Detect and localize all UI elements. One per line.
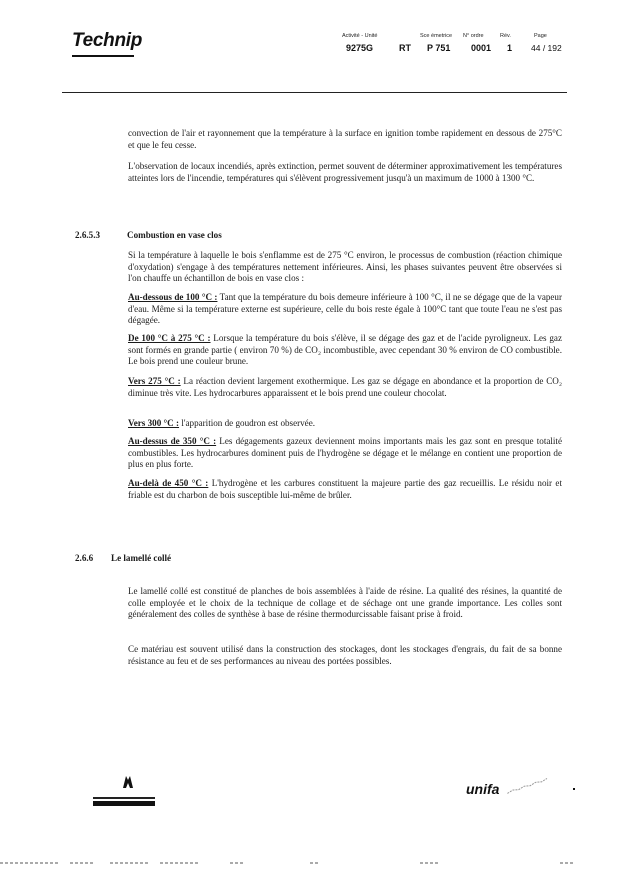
technip-logo: Technip [72, 30, 143, 51]
section-intro: Si la température à laquelle le bois s'enflamme est de 275 °C environ, le processus de combustion (réaction chimique d'oxydation) s'engage à des températures nettement inférieures. Ainsi, les phases suivantes peuvent être observées si l'on chauffe un échantillon de bois en vase clos : [128, 250, 562, 284]
label-sce: Sce émetrice [420, 33, 453, 39]
ministry-emblem-icon [120, 774, 136, 790]
section-title: Le lamellé collé [111, 553, 172, 563]
ministry-band-thin [93, 797, 155, 799]
phase-text: L'hydrogène et les carbures constituent la majeure partie des gaz recueillis. Le résidu noir et friable est du charbon de bois susceptible lui-même de brûler. [128, 478, 562, 500]
phase-paragraph [128, 376, 562, 399]
label-page: Page [534, 33, 547, 39]
phase-text: La réaction devient largement exothermique. Les gaz se dégage en abondance et la proportion de CO₂ diminue très vite. Les hydrocarbures apparaissent et le bois prend une couleur chocolat. [128, 376, 562, 398]
ministry-band-thick [93, 801, 155, 806]
phase-paragraph [128, 436, 562, 471]
intro-paragraph-2: L'observation de locaux incendiés, après extinction, permet souvent de déterminer approximativement les températures atteintes lors de l'incendie, températures qui s'élèvent progressivement jusqu'à un maximum de 1000 à 1300 °C. [128, 161, 562, 183]
phase-label: De 100 °C à 275 °C : [128, 333, 211, 343]
phase-label: Vers 275 °C : [128, 376, 181, 386]
phase-paragraph [128, 292, 562, 327]
value-rt: RT [399, 43, 411, 53]
value-rev: 1 [507, 43, 513, 53]
value-sce: P 751 [427, 43, 451, 53]
label-rev: Rév. [500, 33, 511, 39]
phase-paragraph [128, 418, 562, 430]
scan-edge-noise [0, 860, 620, 866]
unifa-logo: unifa [466, 781, 500, 797]
value-activite: 9275G [346, 43, 374, 53]
intro-paragraph-1: convection de l'air et rayonnement que la température à la surface en ignition tombe rapidement en dessous de 275°C et que le feu cesse. [128, 128, 562, 150]
phase-paragraph [128, 478, 562, 501]
section-number: 2.6.6 [75, 553, 94, 563]
phase-text: l'apparition de goudron est observée. [179, 418, 316, 428]
phase-label: Au-dessus de 350 °C : [128, 436, 217, 446]
label-ordre: N° ordre [463, 33, 484, 39]
label-activite: Activité - Unité [342, 33, 378, 39]
phase-text: Lorsque la température du bois s'élève, il se dégage des gaz et de l'acide pyroligneux. Les gaz sont formés en grande partie ( environ 70 %) de CO₂ incombustible, avec cependant 30 % environ de CO combustible. Le bois prend une couleur brune. [128, 333, 562, 367]
phase-label: Au-dessous de 100 °C : [128, 292, 218, 302]
lamelle-paragraph-1: Le lamellé collé est constitué de planches de bois assemblées à l'aide de résine. La qualité des résines, la quantité de colle employée et le choix de la technique de collage et de séchage ont une grande importance. Les colles sont généralement des colles de synthèse à base de résine thermodurcissable faisant prise à froid. [128, 586, 562, 620]
phase-label: Au-delà de 450 °C : [128, 478, 209, 488]
logo-underline [72, 55, 134, 57]
phase-label: Vers 300 °C : [128, 418, 180, 428]
lamelle-paragraph-2: Ce matériau est souvent utilisé dans la construction des stockages, dont les stockages d'engrais, du fait de sa bonne résistance au feu et de ses performances au niveau des portées possibles. [128, 644, 562, 666]
header-rule [62, 92, 567, 93]
phase-text: Tant que la température du bois demeure inférieure à 100 °C, il ne se dégage que de la vapeur d'eau. Même si la température externe est supérieure, celle du bois reste égale à 100°C tant que toute l'eau ne s'est pas dégagée. [128, 292, 563, 326]
section-number: 2.6.5.3 [75, 230, 101, 240]
phase-text: Les dégagements gazeux deviennent moins importants mais les gaz sont en presque totalité combustibles. Les hydrocarbures dominent puis de l'hydrogène se dégage et le mélange en contient une proportion de plus en plus forte. [128, 436, 562, 470]
value-ordre: 0001 [471, 43, 492, 53]
stamp-mark-icon [504, 775, 555, 797]
footer-dot [573, 788, 575, 790]
phase-paragraph [128, 333, 562, 368]
value-page: 44 / 192 [531, 43, 562, 53]
section-title: Combustion en vase clos [127, 230, 222, 240]
